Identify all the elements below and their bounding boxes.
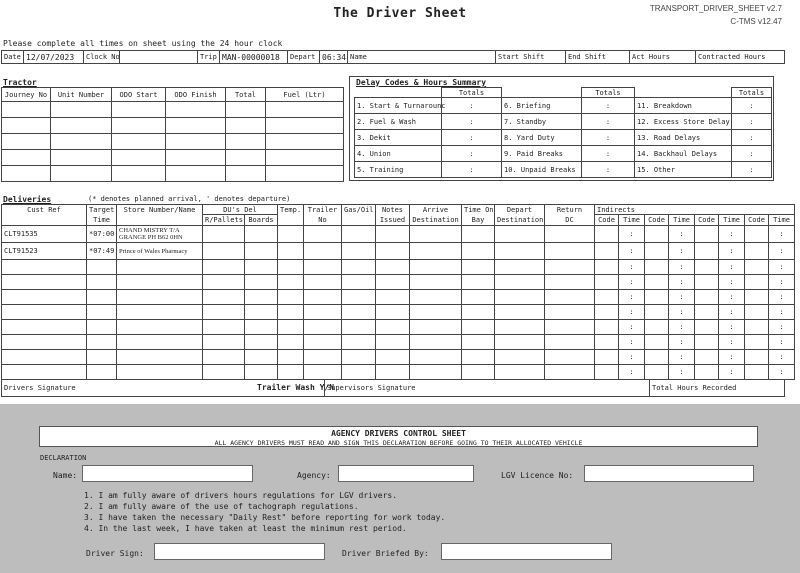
delay-total-field[interactable]: : <box>442 114 502 130</box>
name-field[interactable]: Name <box>348 51 496 64</box>
totals-header-2: Totals <box>582 88 635 98</box>
header-issued: Issued <box>376 215 410 226</box>
delivery-cust-ref: CLT91535 <box>2 226 87 243</box>
delivery-row[interactable]: : : : : <box>2 320 795 335</box>
deliveries-header-row-2 <box>2 215 795 226</box>
driver-briefed-input[interactable] <box>441 543 612 560</box>
delay-code: 7. Standby <box>502 114 582 130</box>
depart-field[interactable]: 06:34 <box>320 51 348 64</box>
date-field[interactable]: 12/07/2023 <box>24 51 84 64</box>
tractor-row[interactable] <box>2 118 344 134</box>
delay-code: 13. Road Delays <box>635 130 732 146</box>
agency-input[interactable] <box>338 465 474 482</box>
delay-code: 3. Dekit <box>355 130 442 146</box>
contracted-hours-field[interactable]: Contracted Hours <box>696 51 785 64</box>
header-trailer-no: No <box>304 215 342 226</box>
header-notes: Notes <box>376 205 410 215</box>
agency-name-input[interactable] <box>82 465 253 482</box>
delay-table <box>354 87 772 178</box>
header-store: Store Number/Name <box>117 205 203 215</box>
clock-no-field[interactable] <box>120 51 198 64</box>
delay-code: 11. Breakdown <box>635 98 732 114</box>
delay-code: 10. Unpaid Breaks <box>502 162 582 178</box>
header-boards: Boards <box>245 215 278 226</box>
delay-total-field[interactable]: : <box>442 98 502 114</box>
header-bay: Bay <box>462 215 495 226</box>
header-time-on: Time On <box>462 205 495 215</box>
header-arrive-destination: Destination <box>410 215 462 226</box>
page-title: The Driver Sheet <box>333 6 467 21</box>
delay-codes-box <box>349 76 774 181</box>
header-indirect-code: Code <box>645 215 669 226</box>
driver-sign-label: Driver Sign: <box>86 549 144 558</box>
totals-header-1: Totals <box>442 88 502 98</box>
delay-total-field[interactable]: : <box>582 98 635 114</box>
depart-label: Depart <box>288 51 320 64</box>
header-return: Return <box>545 205 595 215</box>
trip-label: Trip <box>198 51 220 64</box>
delay-code: 15. Other <box>635 162 732 178</box>
tractor-col-odo-finish: ODO Finish <box>166 88 226 102</box>
trip-field[interactable]: MAN-00000018 <box>220 51 288 64</box>
deliveries-table <box>1 204 795 380</box>
delivery-row[interactable]: : : : : <box>2 305 795 320</box>
driver-briefed-label: Driver Briefed By: <box>342 549 429 558</box>
header-indirect-code: Code <box>745 215 769 226</box>
delay-code: 14. Backhaul Delays <box>635 146 732 162</box>
header-cust-ref: Cust Ref <box>2 205 87 215</box>
header-return-dc: DC <box>545 215 595 226</box>
agency-header-box <box>39 426 758 447</box>
supervisors-signature-field[interactable]: Supervisors Signature <box>325 380 650 397</box>
delay-total-field[interactable]: : <box>732 130 772 146</box>
delay-total-field[interactable]: : <box>582 146 635 162</box>
delay-total-field[interactable]: : <box>442 146 502 162</box>
header-temp: Temp. <box>278 205 304 215</box>
tractor-row[interactable] <box>2 150 344 166</box>
delay-code: 5. Training <box>355 162 442 178</box>
instruction-text: Please complete all times on sheet using the 24 hour clock <box>3 39 283 48</box>
delay-total-field[interactable]: : <box>732 146 772 162</box>
delivery-row[interactable]: CLT91523 *07:49 Prince of Wales Pharmacy : : : : <box>2 243 795 260</box>
tractor-table <box>1 87 344 182</box>
header-depart: Depart <box>495 205 545 215</box>
statement: 3. I have taken the necessary "Daily Rest" before reporting for work today. <box>84 513 446 522</box>
header-r-pallets: R/Pallets <box>203 215 245 226</box>
declaration-statements <box>84 490 445 534</box>
header-indirect-time: Time <box>719 215 745 226</box>
delay-code: 8. Yard Duty <box>502 130 582 146</box>
deliveries-header-row-1 <box>2 205 795 215</box>
statement: 2. I am fully aware of the use of tachograph regulations. <box>84 502 359 511</box>
version-line-2: C-TMS v12.47 <box>730 17 782 26</box>
delay-total-field[interactable]: : <box>732 114 772 130</box>
lgv-licence-input[interactable] <box>584 465 754 482</box>
header-target: Target <box>87 205 117 215</box>
tractor-row[interactable] <box>2 166 344 182</box>
tractor-col-total: Total <box>226 88 266 102</box>
delay-total-field[interactable]: : <box>732 98 772 114</box>
header-dus-del: DU's Del <box>203 205 278 215</box>
tractor-col-odo-start: ODO Start <box>112 88 166 102</box>
act-hours-field[interactable]: Act Hours <box>630 51 696 64</box>
header-arrive: Arrive <box>410 205 462 215</box>
trailer-wash-label[interactable]: Trailer Wash Y/N <box>257 383 335 392</box>
delivery-row[interactable]: : : : : <box>2 350 795 365</box>
tractor-header-row <box>2 88 344 102</box>
start-shift-field[interactable]: Start Shift <box>496 51 566 64</box>
delivery-store: Prince of Wales Pharmacy <box>117 243 203 260</box>
delay-title: Delay Codes & Hours Summary <box>356 78 487 87</box>
header-indirects: Indirects <box>595 205 795 215</box>
tractor-row[interactable] <box>2 134 344 150</box>
driver-sign-input[interactable] <box>154 543 325 560</box>
delay-total-field[interactable]: : <box>582 162 635 178</box>
delay-code: 9. Paid Breaks <box>502 146 582 162</box>
header-indirect-time: Time <box>619 215 645 226</box>
delay-code: 4. Union <box>355 146 442 162</box>
delay-total-field[interactable]: : <box>732 162 772 178</box>
deliveries-note: (* denotes planned arrival, ' denotes departure) <box>88 195 291 203</box>
statement: 4. In the last week, I have taken at least the minimum rest period. <box>84 524 407 533</box>
agency-label: Agency: <box>297 471 331 480</box>
header-indirect-code: Code <box>595 215 619 226</box>
lgv-licence-label: LGV Licence No: <box>501 471 574 480</box>
agency-title: AGENCY DRIVERS CONTROL SHEET <box>331 429 466 438</box>
delivery-row[interactable]: : : : : <box>2 335 795 350</box>
delay-total-field[interactable]: : <box>442 130 502 146</box>
delivery-row[interactable]: : : : : <box>2 260 795 275</box>
declaration-label: DECLARATION <box>40 454 87 462</box>
delivery-row[interactable]: : : : : <box>2 275 795 290</box>
tractor-title: Tractor <box>3 78 37 87</box>
date-label: Date <box>2 51 24 64</box>
delay-total-field[interactable]: : <box>582 130 635 146</box>
delivery-store: CHAND MISTRY T/A GRANGE PH B62 0HN <box>117 226 203 243</box>
info-row <box>1 50 785 64</box>
totals-header-3: Totals <box>732 88 772 98</box>
header-target-time: Time <box>87 215 117 226</box>
delay-total-field[interactable]: : <box>442 162 502 178</box>
header-depart-destination: Destination <box>495 215 545 226</box>
delay-code: 2. Fuel & Wash <box>355 114 442 130</box>
delivery-row[interactable]: : : : : <box>2 290 795 305</box>
signature-row <box>1 379 785 397</box>
version-line-1: TRANSPORT_DRIVER_SHEET v2.7 <box>649 4 782 13</box>
header-indirect-time: Time <box>669 215 695 226</box>
tractor-col-fuel: Fuel (Ltr) <box>266 88 344 102</box>
delay-code: 6. Briefing <box>502 98 582 114</box>
delivery-row[interactable]: : : : : <box>2 365 795 380</box>
header-indirect-time: Time <box>769 215 795 226</box>
agency-name-label: Name: <box>53 471 78 480</box>
clock-no-label: Clock No <box>84 51 120 64</box>
tractor-col-unit: Unit Number <box>51 88 112 102</box>
tractor-col-journey: Journey No <box>2 88 51 102</box>
header-gas-oil: Gas/Oil <box>342 205 376 215</box>
delivery-target-time: *07:49 <box>87 243 117 260</box>
total-hours-field[interactable]: Total Hours Recorded <box>650 380 785 397</box>
statement: 1. I am fully aware of drivers hours regulations for LGV drivers. <box>84 491 398 500</box>
header-indirect-code: Code <box>695 215 719 226</box>
delay-total-field[interactable]: : <box>582 114 635 130</box>
deliveries-title: Deliveries <box>3 195 52 204</box>
delay-code: 1. Start & Turnarounc <box>355 98 442 114</box>
delivery-cust-ref: CLT91523 <box>2 243 87 260</box>
header-trailer: Trailer <box>304 205 342 215</box>
agency-section <box>0 404 800 573</box>
version-info <box>650 2 782 28</box>
end-shift-field[interactable]: End Shift <box>566 51 630 64</box>
agency-subtitle: ALL AGENCY DRIVERS MUST READ AND SIGN THIS DECLARATION BEFORE GOING TO THEIR ALLOCATED VEHICLE <box>214 439 583 447</box>
delay-code: 12. Excess Store Delay <box>635 114 732 130</box>
delivery-row[interactable]: CLT91535 *07:00 CHAND MISTRY T/A GRANGE PH B62 0HN : : : : <box>2 226 795 243</box>
drivers-signature-label: Drivers Signature <box>4 384 76 392</box>
tractor-row[interactable] <box>2 102 344 118</box>
delivery-target-time: *07:00 <box>87 226 117 243</box>
drivers-signature-field[interactable] <box>2 380 335 397</box>
